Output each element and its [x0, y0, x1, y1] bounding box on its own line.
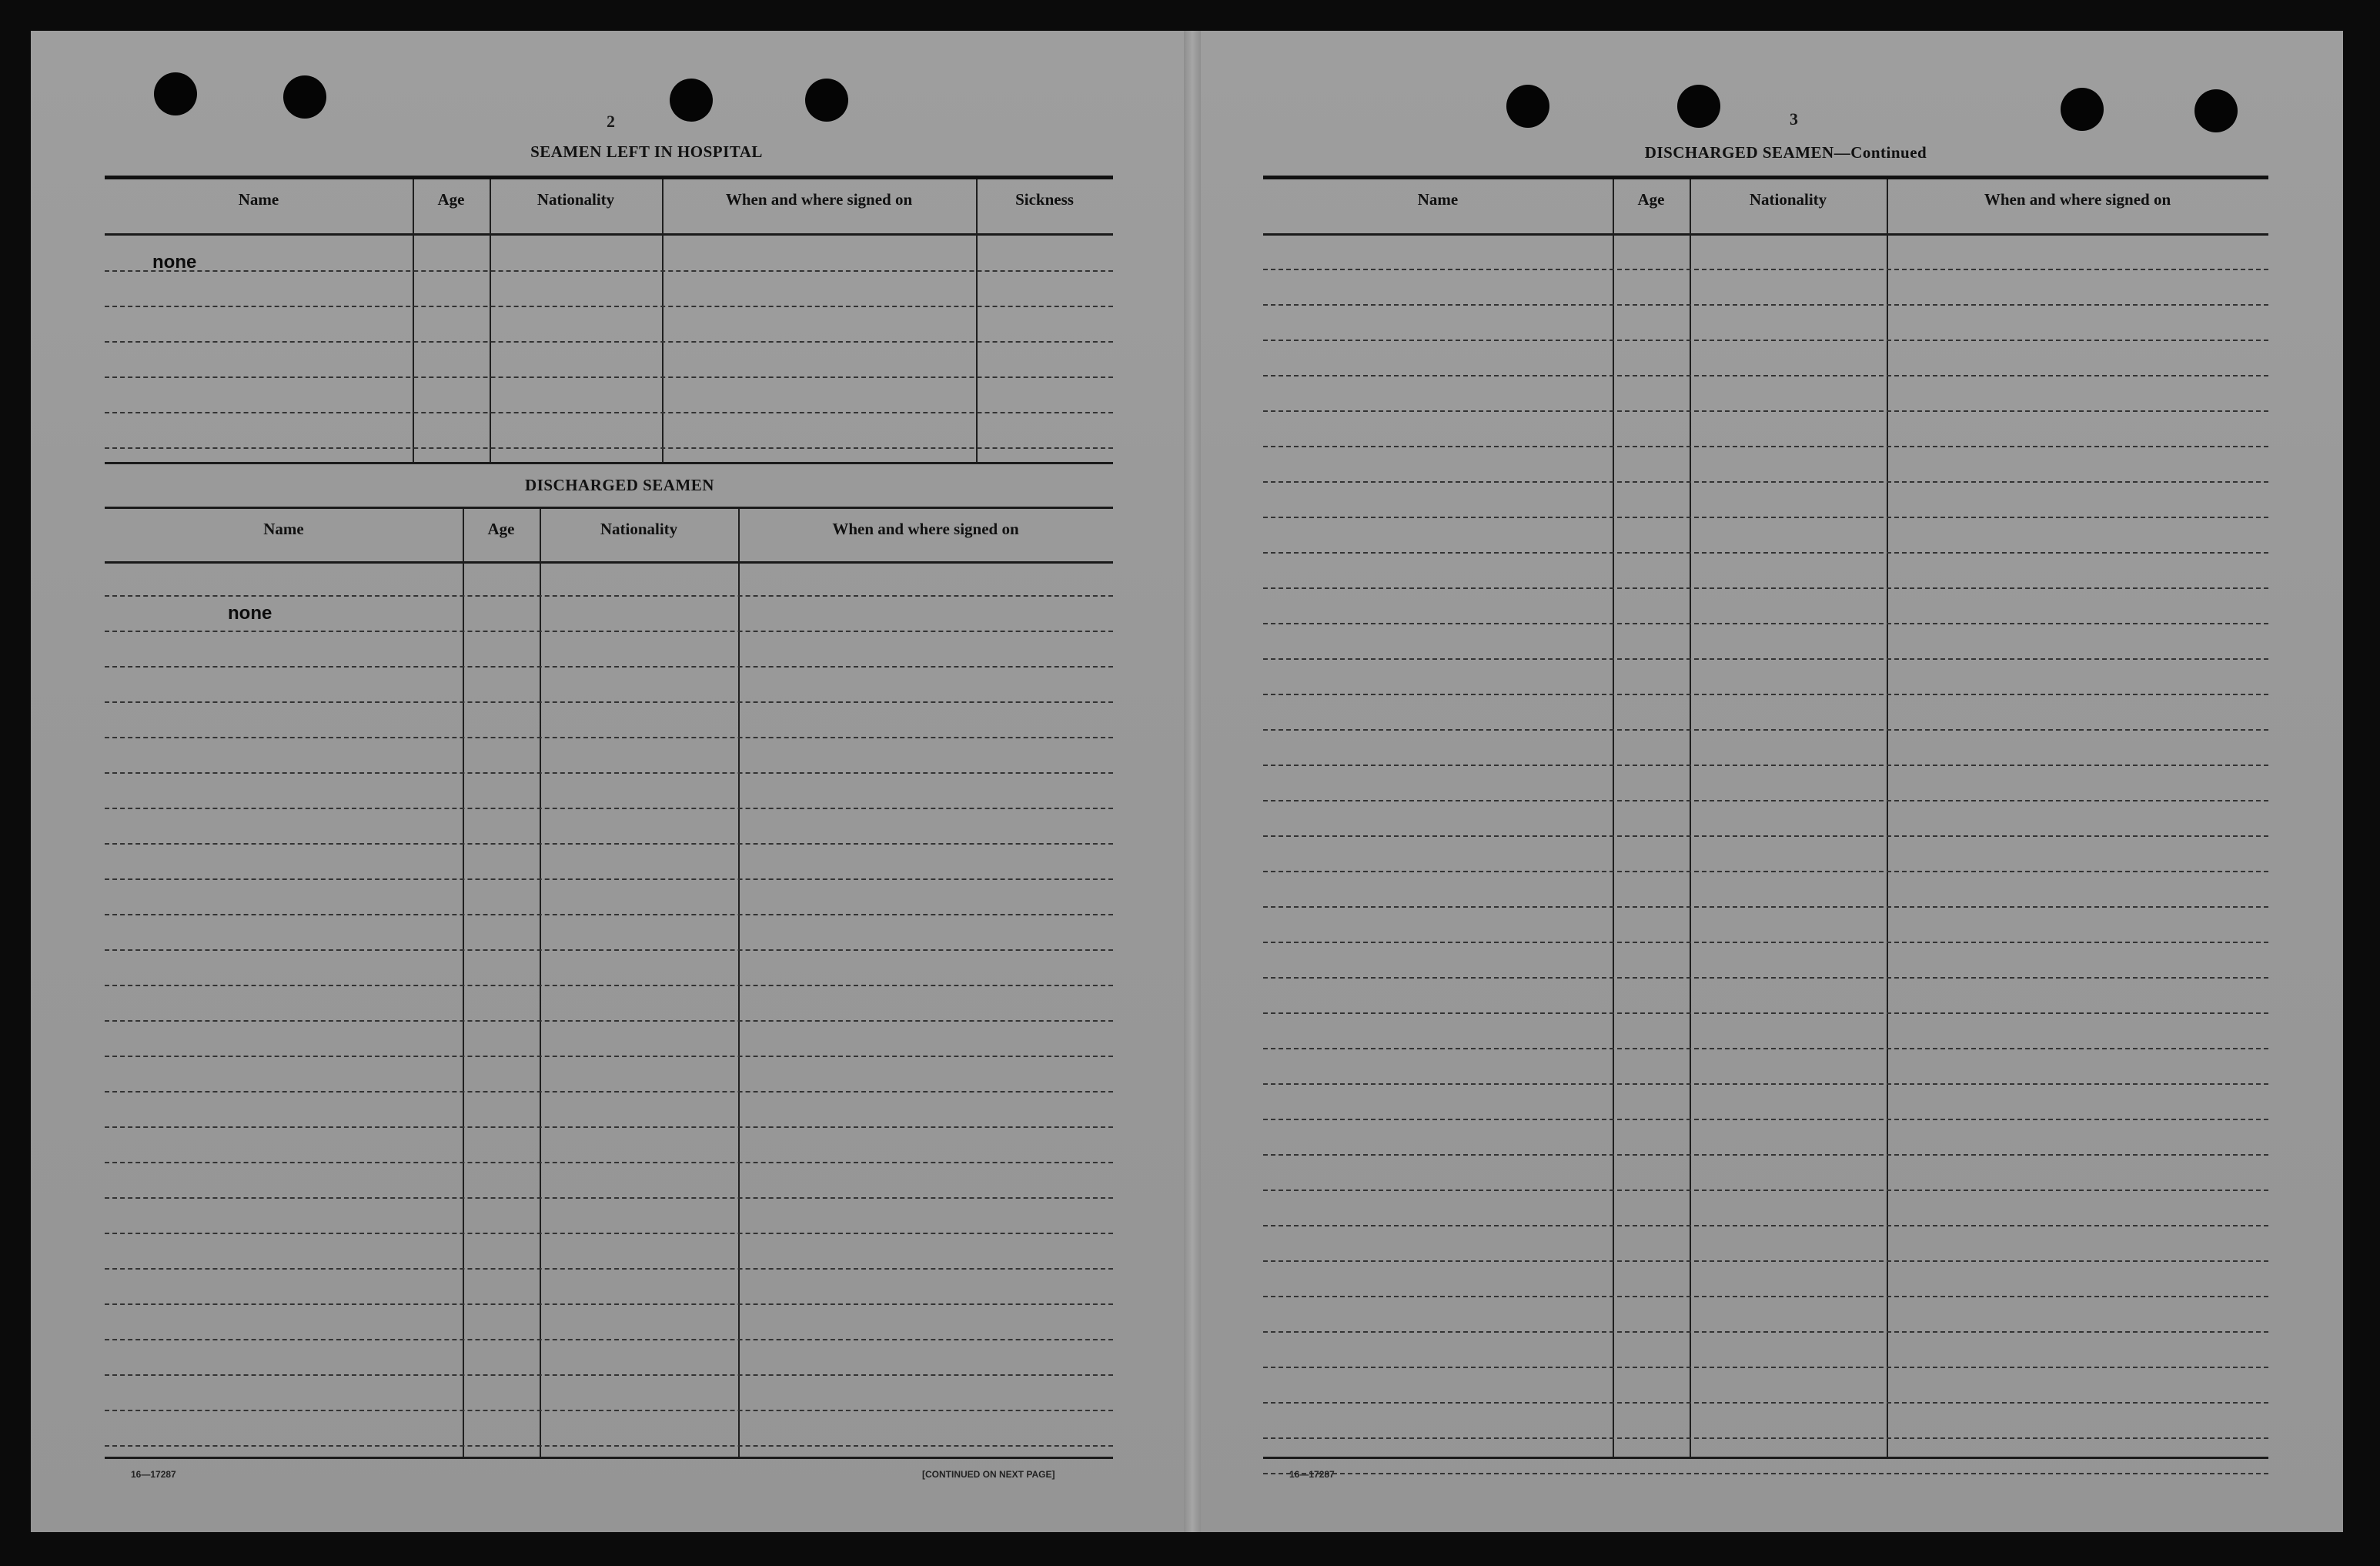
- ruled-line: [105, 914, 1113, 915]
- ruled-line: [105, 737, 1113, 738]
- ruled-line: [105, 1339, 1113, 1340]
- ruled-line: [1263, 1154, 2268, 1156]
- column-header-sickness: Sickness: [1015, 190, 1074, 209]
- form-code: 16—17287: [131, 1469, 176, 1480]
- column-header-name: Name: [263, 520, 304, 538]
- column-divider: [1690, 179, 1691, 1457]
- column-divider: [490, 179, 491, 463]
- column-header-signed-on: When and where signed on: [725, 190, 913, 209]
- column-header-age: Age: [487, 520, 515, 538]
- ruled-line: [1263, 340, 2268, 341]
- column-header-signed-on: When and where signed on: [832, 520, 1019, 538]
- column-header-nationality: Nationality: [600, 520, 678, 538]
- ruled-line: [1263, 269, 2268, 270]
- ruled-line: [1263, 800, 2268, 801]
- ruled-line: [105, 1020, 1113, 1022]
- form-code: 16—17287: [1289, 1469, 1335, 1480]
- ruled-line: [1263, 1296, 2268, 1297]
- ruled-line: [1263, 658, 2268, 660]
- ruled-line: [105, 1410, 1113, 1411]
- column-divider: [1613, 179, 1614, 1457]
- discharged-continued-header: [1263, 179, 2268, 236]
- ruled-line: [1263, 765, 2268, 766]
- ruled-line: [1263, 1260, 2268, 1262]
- ruled-line: [1263, 517, 2268, 518]
- ruled-line: [105, 1374, 1113, 1376]
- ruled-line: [1263, 1048, 2268, 1049]
- ruled-line: [105, 1162, 1113, 1163]
- column-divider: [662, 179, 664, 463]
- ruled-line: [1263, 1012, 2268, 1014]
- punch-hole: [1506, 85, 1549, 128]
- hospital-section-title: SEAMEN LEFT IN HOSPITAL: [530, 142, 763, 161]
- ruled-line: [1263, 871, 2268, 872]
- column-header-signed-on: When and where signed on: [1984, 190, 2171, 209]
- ruled-line: [105, 949, 1113, 951]
- ruled-line: [105, 595, 1113, 597]
- ruled-line: [1263, 587, 2268, 589]
- ruled-line: [105, 808, 1113, 809]
- discharged-section-title: DISCHARGED SEAMEN: [525, 476, 714, 494]
- ruled-line: [105, 985, 1113, 986]
- ruled-line: [1263, 729, 2268, 731]
- punch-hole: [805, 79, 848, 122]
- column-header-name: Name: [238, 190, 279, 209]
- column-divider: [540, 509, 541, 1457]
- ruled-line: [1263, 446, 2268, 447]
- discharged-continued-table: [1263, 176, 2268, 1457]
- ruled-line: [1263, 552, 2268, 554]
- ruled-line: [105, 631, 1113, 632]
- punch-hole: [283, 75, 326, 119]
- hospital-entry-none: none: [152, 252, 197, 273]
- ruled-line: [105, 772, 1113, 774]
- ruled-line: [1263, 304, 2268, 306]
- ruled-line: [1263, 1190, 2268, 1191]
- discharged-table-header: [105, 509, 1113, 564]
- ruled-line: [105, 306, 1113, 307]
- column-header-name: Name: [1417, 190, 1459, 209]
- ruled-line: [105, 376, 1113, 378]
- ruled-line: [1263, 906, 2268, 908]
- punch-hole: [1677, 85, 1720, 128]
- ruled-line: [105, 341, 1113, 343]
- column-header-age: Age: [437, 190, 465, 209]
- page-number: 3: [1790, 109, 1798, 129]
- column-divider: [976, 179, 978, 463]
- punch-hole: [670, 79, 713, 122]
- ruled-line: [1263, 481, 2268, 483]
- ruled-line: [105, 1233, 1113, 1234]
- discharged-continued-title: DISCHARGED SEAMEN—Continued: [1644, 143, 1927, 162]
- hospital-table-header: [105, 179, 1113, 236]
- page-number: 2: [607, 112, 615, 131]
- ruled-line: [1263, 694, 2268, 695]
- ruled-line: [105, 878, 1113, 880]
- ruled-line: [1263, 1473, 2268, 1474]
- ruled-line: [1263, 375, 2268, 376]
- column-header-age: Age: [1637, 190, 1665, 209]
- punch-hole: [154, 72, 197, 115]
- column-header-nationality: Nationality: [1749, 190, 1827, 209]
- ruled-line: [1263, 1437, 2268, 1439]
- ruled-line: [105, 843, 1113, 845]
- column-header-nationality: Nationality: [537, 190, 615, 209]
- ruled-line: [1263, 1119, 2268, 1120]
- ruled-line: [1263, 410, 2268, 412]
- ruled-line: [105, 1197, 1113, 1199]
- punch-hole: [2194, 89, 2238, 132]
- discharged-entry-none: none: [228, 603, 272, 624]
- ruled-line: [105, 1126, 1113, 1128]
- ruled-line: [105, 1268, 1113, 1270]
- section-divider: [105, 462, 1113, 464]
- ruled-line: [105, 412, 1113, 413]
- continued-note: [CONTINUED ON NEXT PAGE]: [922, 1469, 1055, 1480]
- table-bottom-rule: [1263, 1457, 2268, 1459]
- ruled-line: [105, 270, 1113, 272]
- left-page: [31, 31, 1189, 1532]
- table-bottom-rule: [105, 1457, 1113, 1459]
- ruled-line: [105, 701, 1113, 703]
- ruled-line: [105, 1091, 1113, 1093]
- column-divider: [413, 179, 414, 463]
- ruled-line: [1263, 1083, 2268, 1085]
- hospital-table: [105, 176, 1113, 463]
- punch-hole: [2061, 88, 2104, 131]
- document-scan: [31, 31, 2343, 1532]
- ruled-line: [1263, 1402, 2268, 1404]
- ruled-line: [105, 1445, 1113, 1447]
- ruled-line: [1263, 623, 2268, 624]
- ruled-line: [1263, 942, 2268, 943]
- column-divider: [1887, 179, 1888, 1457]
- ruled-line: [1263, 1367, 2268, 1368]
- ruled-line: [1263, 1331, 2268, 1333]
- ruled-line: [105, 1303, 1113, 1305]
- ruled-line: [105, 447, 1113, 449]
- ruled-line: [105, 1056, 1113, 1057]
- right-page: [1197, 31, 2343, 1532]
- column-divider: [738, 509, 740, 1457]
- ruled-line: [105, 666, 1113, 668]
- ruled-line: [1263, 977, 2268, 979]
- discharged-table: [105, 507, 1113, 1457]
- ruled-line: [1263, 835, 2268, 837]
- column-divider: [463, 509, 464, 1457]
- ruled-line: [1263, 1225, 2268, 1226]
